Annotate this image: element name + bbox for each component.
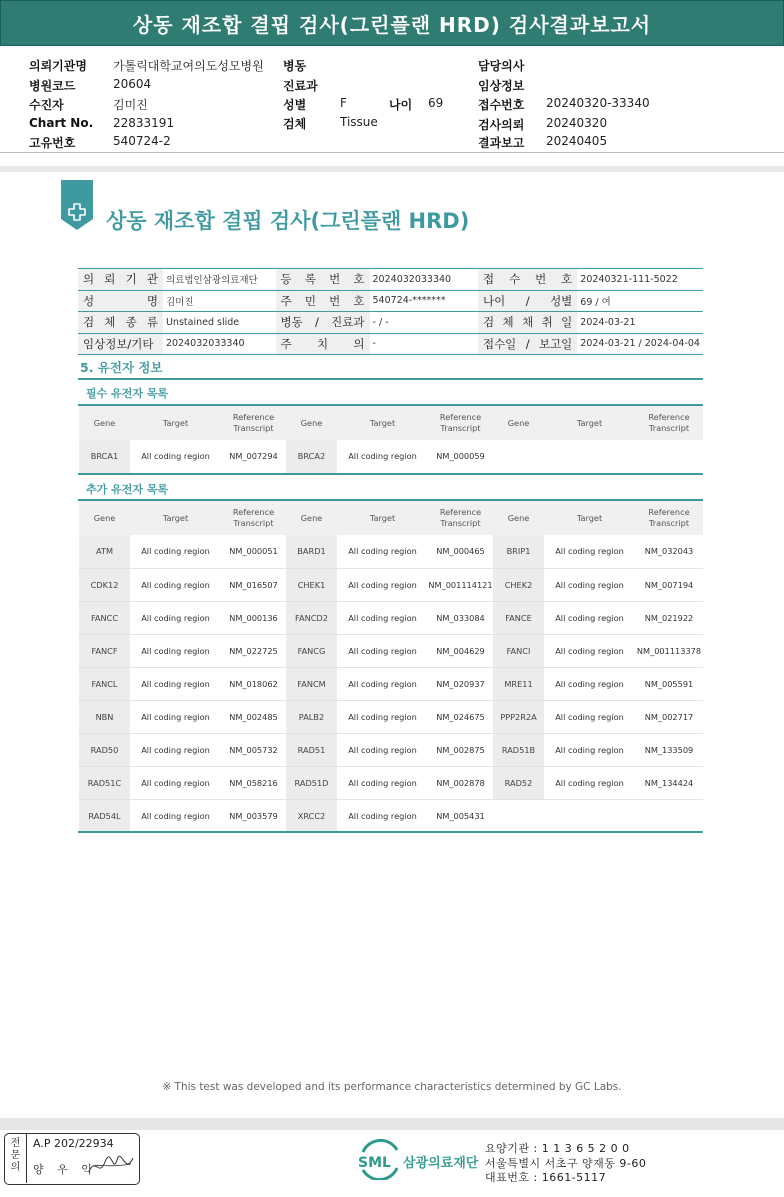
col-reference (428, 501, 493, 535)
gene-cell: RAD50 (79, 733, 130, 766)
col-reference (221, 406, 286, 440)
gene-cell: BRCA2 (286, 440, 337, 473)
reference-cell: NM_004629 (428, 634, 493, 667)
reference-cell: NM_003579 (221, 799, 286, 832)
col-ref-line1: Reference (232, 507, 275, 517)
info-label: 임상정보/기타 (78, 333, 163, 355)
gene-cell: RAD51B (493, 733, 544, 766)
col-reference (635, 501, 703, 535)
reference-cell: NM_001114121 (428, 568, 493, 601)
header-divider (0, 152, 784, 153)
col-target: Target (337, 406, 428, 440)
gene-cell: ATM (79, 535, 130, 568)
table-row (79, 634, 703, 667)
target-cell (544, 799, 635, 832)
value-specimen: Tissue (340, 115, 378, 129)
reference-cell: NM_002878 (428, 766, 493, 799)
target-cell: All coding region (130, 799, 221, 832)
info-label: 검 체 채 취 일 (478, 312, 577, 334)
table-row (79, 766, 703, 799)
gene-cell: CHEK2 (493, 568, 544, 601)
info-value: 2024032033340 (370, 269, 478, 291)
gene-cell (493, 440, 544, 473)
label-hospital-code: 병원코드 (29, 79, 76, 93)
table-row (79, 440, 703, 473)
col-target: Target (337, 501, 428, 535)
org-name: 삼광의료재단 (403, 1156, 479, 1171)
info-value: 의료법인삼광의료재단 (163, 269, 276, 291)
gene-cell: PPP2R2A (493, 700, 544, 733)
col-gene: Gene (493, 501, 544, 535)
info-value: 69 / 여 (577, 290, 703, 312)
target-cell: All coding region (544, 733, 635, 766)
target-cell: All coding region (130, 634, 221, 667)
stamp-side-label (5, 1134, 27, 1183)
col-gene: Gene (79, 406, 130, 440)
info-value: - (370, 333, 478, 355)
reference-cell: NM_000136 (221, 601, 286, 634)
gene-cell: RAD54L (79, 799, 130, 832)
table-row (79, 733, 703, 766)
value-hospital-code: 20604 (113, 77, 152, 91)
table-header-row (79, 406, 703, 440)
section-rule (78, 378, 703, 380)
section-title: 상동 재조합 결핍 검사(그린플랜 HRD) (106, 209, 470, 233)
report-title: 상동 재조합 결핍 검사(그린플랜 HRD) 검사결과보고서 (132, 12, 652, 37)
reference-cell: NM_002717 (635, 700, 703, 733)
value-unique-no: 540724-2 (113, 134, 171, 148)
col-ref-line1: Reference (648, 507, 690, 517)
target-cell: All coding region (544, 700, 635, 733)
reference-cell: NM_016507 (221, 568, 286, 601)
col-gene: Gene (493, 406, 544, 440)
col-ref-line2: Transcript (233, 518, 274, 528)
additional-genes-table (79, 501, 703, 833)
gene-cell: PALB2 (286, 700, 337, 733)
address-line: 서울특별시 서초구 양재동 9-60 (485, 1157, 647, 1170)
col-gene: Gene (79, 501, 130, 535)
label-request-date: 검사의뢰 (478, 118, 525, 132)
gene-cell: RAD51C (79, 766, 130, 799)
value-patient: 김미진 (113, 98, 148, 112)
target-cell: All coding region (337, 733, 428, 766)
gene-cell: CDK12 (79, 568, 130, 601)
col-target: Target (130, 406, 221, 440)
info-label: 접수일 / 보고일 (478, 333, 577, 355)
stamp-name: 양 우 익 (33, 1163, 97, 1176)
info-value: 2024032033340 (163, 333, 276, 355)
table-row (79, 568, 703, 601)
info-label: 주 민 번 호 (276, 290, 370, 312)
col-gene: Gene (286, 406, 337, 440)
sml-logo-icon (357, 1138, 403, 1180)
gene-cell: CHEK1 (286, 568, 337, 601)
target-cell: All coding region (337, 700, 428, 733)
stamp-side-char: 문 (10, 1150, 21, 1161)
info-value: 2024-03-21 / 2024-04-04 (577, 333, 703, 355)
col-ref-line1: Reference (648, 412, 690, 422)
gene-cell: BRCA1 (79, 440, 130, 473)
target-cell: All coding region (544, 766, 635, 799)
col-ref-line1: Reference (439, 412, 482, 422)
reference-cell: NM_005431 (428, 799, 493, 832)
label-sex: 성별 (283, 98, 307, 112)
gene-cell: RAD52 (493, 766, 544, 799)
info-value: 김미진 (163, 290, 276, 312)
info-label: 의 뢰 기 관 (78, 269, 163, 291)
specialist-stamp (4, 1133, 140, 1185)
target-cell: All coding region (130, 766, 221, 799)
header-band (0, 166, 784, 172)
label-accession-no: 접수번호 (478, 98, 525, 112)
reference-cell: NM_020937 (428, 667, 493, 700)
table-row (79, 601, 703, 634)
gene-cell: FANCF (79, 634, 130, 667)
address-line: 대표번호 : 1661-5117 (485, 1171, 607, 1184)
value-sex: F (340, 96, 347, 110)
target-cell: All coding region (544, 634, 635, 667)
col-target: Target (544, 406, 635, 440)
info-value: - / - (370, 312, 478, 334)
table-row (79, 535, 703, 568)
address-line: 요양기관 : 1 1 3 6 5 2 0 0 (485, 1142, 630, 1155)
target-cell: All coding region (544, 568, 635, 601)
target-cell: All coding region (337, 535, 428, 568)
col-ref-line1: Reference (232, 412, 275, 422)
gene-cell: NBN (79, 700, 130, 733)
target-cell: All coding region (337, 799, 428, 832)
section-logo-tab (61, 180, 93, 230)
gene-cell: RAD51D (286, 766, 337, 799)
col-reference (428, 406, 493, 440)
target-cell: All coding region (130, 535, 221, 568)
report-title-bar (0, 0, 784, 46)
table-bottom-rule (78, 831, 703, 833)
table-row (79, 700, 703, 733)
gene-cell: FANCD2 (286, 601, 337, 634)
label-chart-no: Chart No. (29, 116, 94, 130)
target-cell: All coding region (337, 634, 428, 667)
label-unique-no: 고유번호 (29, 136, 76, 150)
col-ref-line2: Transcript (648, 423, 690, 433)
info-value: Unstained slide (163, 312, 276, 334)
info-value: 20240321-111-5022 (577, 269, 703, 291)
col-ref-line2: Transcript (648, 518, 690, 528)
target-cell: All coding region (130, 568, 221, 601)
target-cell: All coding region (544, 535, 635, 568)
patient-info-table (78, 268, 703, 355)
info-value: 540724-******* (370, 290, 478, 312)
section-rule (78, 473, 703, 475)
label-dept: 진료과 (283, 79, 318, 93)
col-target: Target (130, 501, 221, 535)
gene-cell: XRCC2 (286, 799, 337, 832)
info-label: 나이 / 성별 (478, 290, 577, 312)
gene-section-title: 5. 유전자 정보 (80, 360, 163, 375)
stamp-license: A.P 202/22934 (33, 1137, 114, 1150)
col-reference (635, 406, 703, 440)
reference-cell: NM_022725 (221, 634, 286, 667)
target-cell: All coding region (544, 667, 635, 700)
gene-cell: FANCL (79, 667, 130, 700)
info-label: 성 명 (78, 290, 163, 312)
target-cell: All coding region (337, 667, 428, 700)
value-chart-no: 22833191 (113, 116, 175, 130)
reference-cell: NM_134424 (635, 766, 703, 799)
col-reference (221, 501, 286, 535)
target-cell: All coding region (337, 568, 428, 601)
gene-cell: MRE11 (493, 667, 544, 700)
info-label: 병동 / 진료과 (276, 312, 370, 334)
reference-cell: NM_001113378 (635, 634, 703, 667)
gene-cell: FANCM (286, 667, 337, 700)
col-ref-line2: Transcript (440, 518, 481, 528)
info-label: 등 록 번 호 (276, 269, 370, 291)
required-genes-title: 필수 유전자 목록 (86, 387, 169, 400)
target-cell (544, 440, 635, 473)
info-label: 주 치 의 (276, 333, 370, 355)
gene-cell (493, 799, 544, 832)
reference-cell: NM_007194 (635, 568, 703, 601)
signature-icon (87, 1152, 137, 1180)
target-cell: All coding region (337, 440, 428, 473)
footer-band (0, 1118, 784, 1130)
table-header-row (79, 501, 703, 535)
target-cell: All coding region (130, 601, 221, 634)
target-cell: All coding region (130, 667, 221, 700)
info-row (78, 269, 703, 291)
reference-cell: NM_032043 (635, 535, 703, 568)
info-label: 접 수 번 호 (478, 269, 577, 291)
stamp-side-char: 전 (10, 1138, 21, 1149)
gene-cell: BRIP1 (493, 535, 544, 568)
col-ref-line2: Transcript (440, 423, 481, 433)
gene-cell: FANCI (493, 634, 544, 667)
gene-cell: RAD51 (286, 733, 337, 766)
col-ref-line1: Reference (439, 507, 482, 517)
reference-cell: NM_021922 (635, 601, 703, 634)
target-cell: All coding region (130, 700, 221, 733)
target-cell: All coding region (337, 601, 428, 634)
value-request-date: 20240320 (546, 116, 608, 130)
reference-cell: NM_058216 (221, 766, 286, 799)
label-patient: 수진자 (29, 98, 64, 112)
label-ward: 병동 (283, 59, 307, 73)
target-cell: All coding region (130, 440, 221, 473)
sml-logo-text: SML (358, 1155, 391, 1171)
cross-icon (66, 202, 88, 222)
value-age: 69 (428, 96, 444, 110)
reference-cell (635, 440, 703, 473)
gene-cell: FANCE (493, 601, 544, 634)
reference-cell: NM_000059 (428, 440, 493, 473)
target-cell: All coding region (337, 766, 428, 799)
value-institution: 가톨릭대학교여의도성모병원 (113, 59, 264, 73)
info-row (78, 312, 703, 334)
reference-cell (635, 799, 703, 832)
reference-cell: NM_018062 (221, 667, 286, 700)
table-row (79, 799, 703, 832)
label-clinical-info: 임상정보 (478, 79, 525, 93)
reference-cell: NM_133509 (635, 733, 703, 766)
reference-cell: NM_002875 (428, 733, 493, 766)
value-report-date: 20240405 (546, 134, 608, 148)
reference-cell: NM_002485 (221, 700, 286, 733)
required-genes-table (79, 406, 703, 474)
required-genes-body (79, 440, 703, 473)
reference-cell: NM_000465 (428, 535, 493, 568)
value-accession-no: 20240320-33340 (546, 96, 650, 110)
gene-cell: FANCG (286, 634, 337, 667)
table-row (79, 667, 703, 700)
reference-cell: NM_005732 (221, 733, 286, 766)
gene-cell: FANCC (79, 601, 130, 634)
target-cell: All coding region (130, 733, 221, 766)
label-report-date: 결과보고 (478, 136, 525, 150)
gene-cell: BARD1 (286, 535, 337, 568)
reference-cell: NM_024675 (428, 700, 493, 733)
additional-genes-title: 추가 유전자 목록 (86, 483, 169, 496)
additional-genes-body (79, 535, 703, 832)
label-specimen: 검체 (283, 117, 307, 131)
reference-cell: NM_007294 (221, 440, 286, 473)
reference-cell: NM_005591 (635, 667, 703, 700)
info-row (78, 290, 703, 312)
stamp-side-char: 의 (10, 1162, 21, 1173)
label-institution: 의뢰기관명 (29, 59, 87, 73)
reference-cell: NM_000051 (221, 535, 286, 568)
col-ref-line2: Transcript (233, 423, 274, 433)
info-label: 검 체 종 류 (78, 312, 163, 334)
info-value: 2024-03-21 (577, 312, 703, 334)
col-gene: Gene (286, 501, 337, 535)
info-row (78, 333, 703, 355)
reference-cell: NM_033084 (428, 601, 493, 634)
target-cell: All coding region (544, 601, 635, 634)
col-target: Target (544, 501, 635, 535)
label-doctor: 담당의사 (478, 59, 525, 73)
footer-note: ※ This test was developed and its performance characteristics determined by GC Labs. (162, 1081, 622, 1093)
label-age: 나이 (389, 98, 413, 112)
